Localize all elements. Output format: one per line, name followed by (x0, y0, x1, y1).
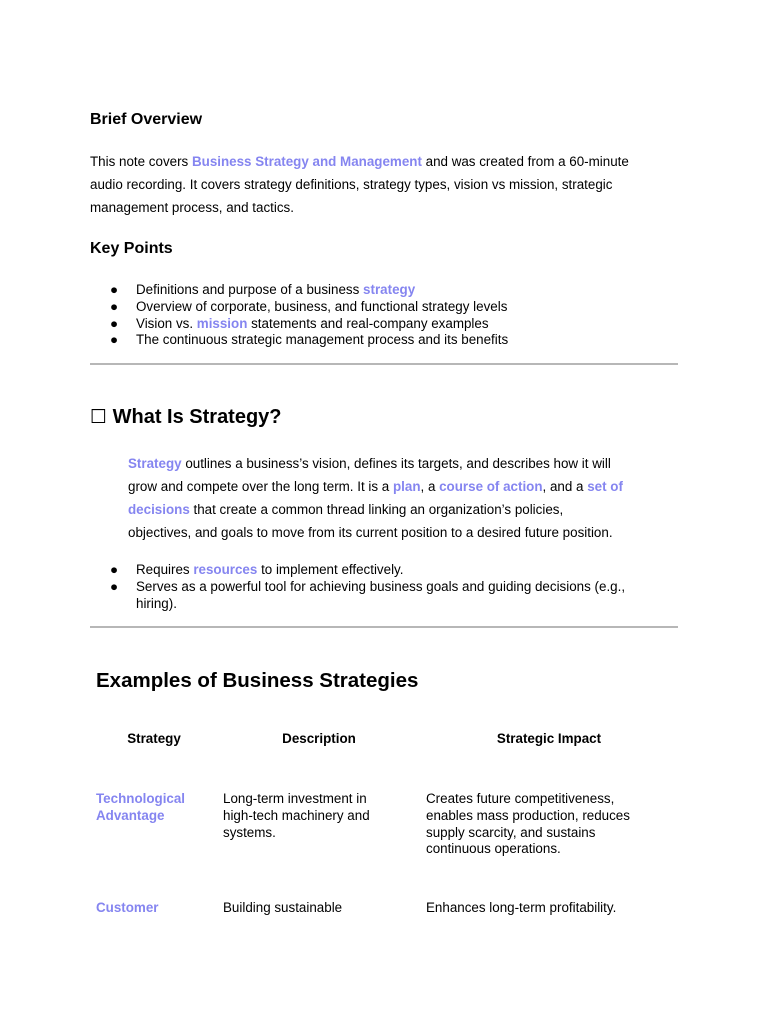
list-item (110, 282, 650, 299)
section-divider (90, 626, 678, 628)
cell-line: Technological (96, 791, 186, 806)
cell-line: high-tech machinery and (223, 807, 370, 823)
resources-link[interactable]: resources (193, 562, 258, 577)
definition-line1: outlines a business’s vision, defines its targets, and describes how it will (181, 456, 611, 471)
cell-line: supply scarcity, and sustains (426, 824, 596, 840)
table-cell-strategy[interactable] (96, 791, 216, 825)
list-item-text: Serves as a powerful tool for achieving business goals and guiding decisions (e.g., (136, 578, 626, 594)
cell-line: systems. (223, 824, 276, 840)
bullet-icon: ● (110, 282, 119, 297)
bullet-icon: ● (110, 332, 119, 348)
overview-paragraph (90, 150, 680, 219)
mission-link[interactable]: mission (196, 315, 248, 331)
definition-line4: objectives, and goals to move from its current position to a desired future position. (128, 525, 613, 540)
column-header-description: Description (282, 731, 356, 746)
strategy-term-link[interactable]: Strategy (128, 456, 182, 471)
table-cell-strategy[interactable]: Customer (96, 900, 159, 915)
section-divider (90, 363, 678, 365)
list-item (110, 579, 650, 613)
checkbox-icon: ☐ (90, 406, 108, 428)
set-of-decisions-link-cont[interactable]: decisions (128, 502, 190, 517)
column-header-impact: Strategic Impact (496, 731, 602, 746)
plan-link[interactable]: plan (392, 479, 421, 494)
bullet-icon: ● (110, 298, 119, 314)
course-of-action-link[interactable]: course of action (439, 479, 543, 494)
topic-link[interactable]: Business Strategy and Management (191, 154, 422, 169)
list-item (110, 562, 650, 579)
overview-text-start: This note covers (90, 154, 192, 169)
list-item-text: Definitions and purpose of a business (136, 282, 364, 297)
set-of-decisions-link[interactable]: set of (587, 479, 623, 494)
definition-line3: that create a common thread linking an organization’s policies, (189, 502, 564, 517)
table-cell-impact: Enhances long-term profitability. (426, 900, 617, 915)
list-item (110, 332, 650, 349)
overview-text-line1-end: and was created from a 60-minute (421, 154, 629, 169)
list-item (110, 299, 650, 316)
cell-line: Long-term investment in (223, 791, 367, 806)
examples-heading: Examples of Business Strategies (96, 669, 419, 692)
list-item-text-cont: hiring). (136, 595, 177, 611)
strategy-bullets (110, 562, 650, 612)
definition-line2-start: grow and compete over the long term. It is a (128, 479, 393, 494)
list-item-text-end: statements and real-company examples (247, 315, 489, 331)
strategy-definition-paragraph (128, 452, 668, 544)
cell-line: Advantage (96, 807, 165, 823)
bullet-icon: ● (110, 315, 119, 331)
what-is-strategy-heading (90, 406, 282, 429)
list-item-text: Overview of corporate, business, and functional strategy levels (136, 298, 508, 314)
overview-text-line3: management process, and tactics. (90, 200, 294, 215)
key-points-list (110, 282, 650, 349)
list-item-text: Vision vs. (136, 315, 197, 331)
list-item (110, 316, 650, 333)
table-cell-description: Building sustainable (223, 900, 343, 915)
strategy-link[interactable]: strategy (363, 282, 416, 297)
definition-sep: , a (420, 479, 440, 494)
column-header-strategy: Strategy (127, 731, 181, 746)
cell-line: enables mass production, reduces (426, 807, 630, 823)
list-item-text-end: to implement effectively. (257, 562, 404, 577)
table-cell-description (223, 791, 419, 841)
definition-sep: , and a (542, 479, 588, 494)
cell-line: Creates future competitiveness, (426, 791, 615, 806)
what-is-strategy-title: What Is Strategy? (112, 406, 282, 428)
list-item-text: The continuous strategic management process and its benefits (136, 332, 509, 348)
overview-text-line2: audio recording. It covers strategy definitions, strategy types, vision vs mission, strategic (90, 177, 613, 192)
table-cell-impact (426, 791, 676, 858)
bullet-icon: ● (110, 562, 119, 577)
bullet-icon: ● (110, 578, 119, 594)
key-points-heading: Key Points (90, 240, 173, 257)
list-item-text: Requires (136, 562, 194, 577)
cell-line: continuous operations. (426, 841, 561, 857)
brief-overview-heading: Brief Overview (90, 111, 203, 128)
